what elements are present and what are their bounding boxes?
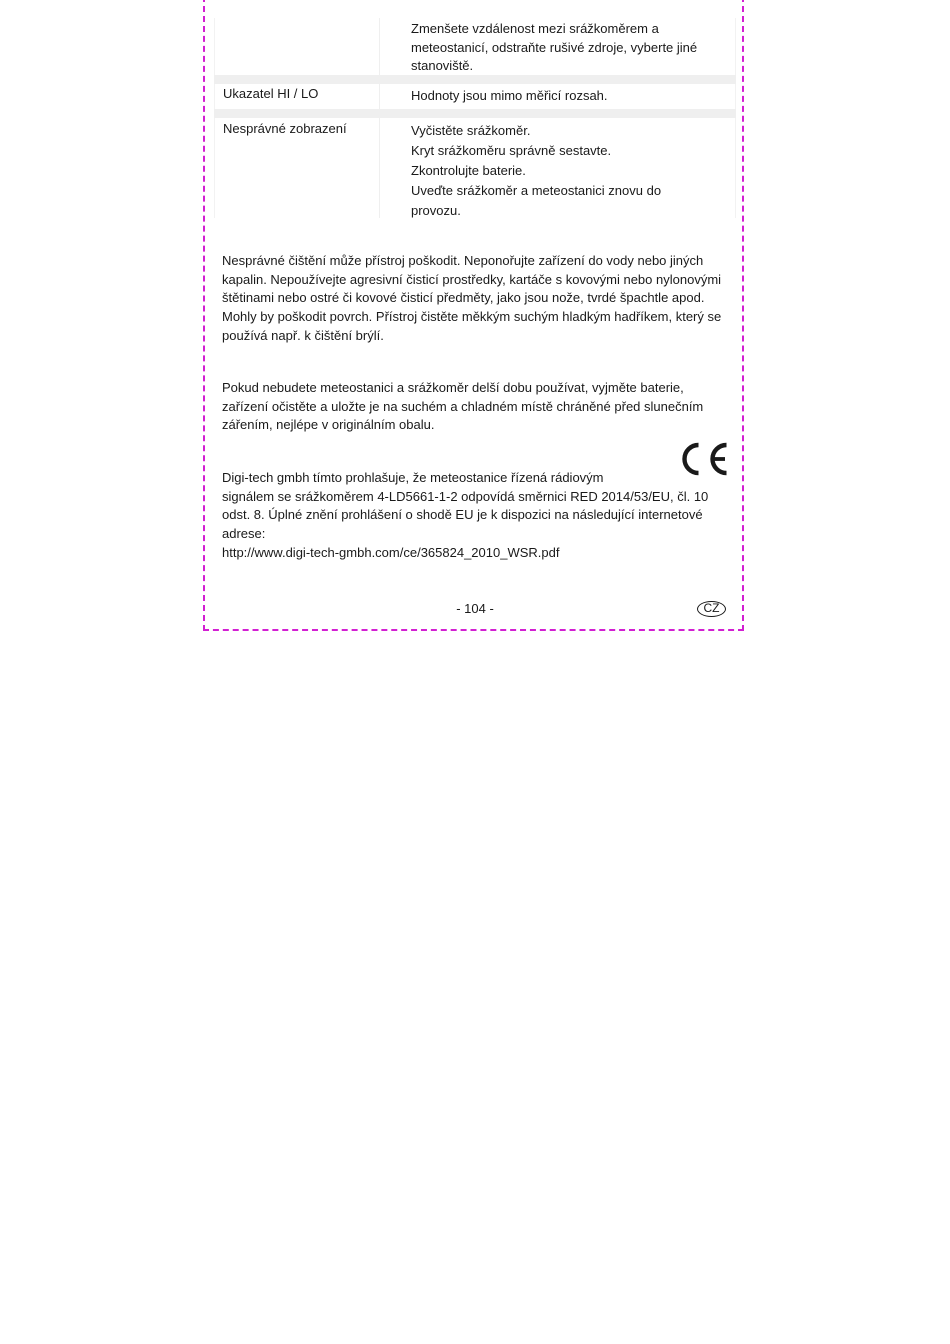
- remedy-line: Vyčistěte srážkoměr.: [411, 123, 531, 138]
- declaration-url: http://www.digi-tech-gmbh.com/ce/365824_2010_WSR.pdf: [222, 544, 560, 560]
- table-row: [214, 118, 736, 218]
- storage-paragraph: Pokud nebudete meteostanici a srážkoměr delší dobu používat, vyjměte baterie, zařízení očistěte a uložte je na suchém a chladném místě chráněné před slunečním zářením, nejlépe v originálním obalu.: [222, 380, 704, 433]
- table-row: [214, 84, 736, 109]
- country-code-badge: CZ: [697, 601, 726, 617]
- page-number: - 104 -: [456, 601, 494, 616]
- symptom-cell: Ukazatel HI / LO: [223, 86, 319, 101]
- remedy-line: Zkontrolujte baterie.: [411, 163, 526, 178]
- symptom-cell: Nesprávné zobrazení: [223, 121, 347, 136]
- remedy-cell: Zmenšete vzdálenost mezi srážkoměrem a meteostanicí, odstraňte rušivé zdroje, vyberte jiné stanoviště.: [411, 21, 698, 73]
- table-row: [214, 18, 736, 75]
- remedy-cell: Hodnoty jsou mimo měřicí rozsah.: [411, 88, 608, 103]
- declaration-first-line: Digi-tech gmbh tímto prohlašuje, že meteostanice řízená rádiovým: [222, 470, 604, 485]
- remedy-cell: [411, 121, 711, 221]
- remedy-line: Kryt srážkoměru správně sestavte.: [411, 143, 612, 158]
- row-separator: [214, 109, 736, 118]
- remedy-line: Uveďte srážkoměr a meteostanici znovu do provozu.: [411, 183, 662, 218]
- cleaning-paragraph: Nesprávné čištění může přístroj poškodit. Neponořujte zařízení do vody nebo jiných kapalin. Nepoužívejte agresivní čisticí prostředky, kartáče s kovovými nebo nylonovými štětinami nebo ostré či kovové čisticí předměty, jako jsou nože, tvrdé špachtle apod. Mohly by poškodit povrch. Přístroj čistěte měkkým suchým hladkým hadříkem, který se používá např. k čištění brýlí.: [222, 253, 722, 343]
- troubleshooting-table: [214, 0, 736, 218]
- declaration-text: signálem se srážkoměrem 4-LD5661-1-2 odpovídá směrnici RED 2014/53/EU, čl. 10 odst. 8. Úplné znění prohlášení o shodě EU je k dispozici na následující internetové adrese:: [222, 488, 709, 542]
- row-separator: [214, 75, 736, 84]
- declaration-paragraph: [222, 469, 730, 563]
- ce-mark-icon: [680, 440, 730, 478]
